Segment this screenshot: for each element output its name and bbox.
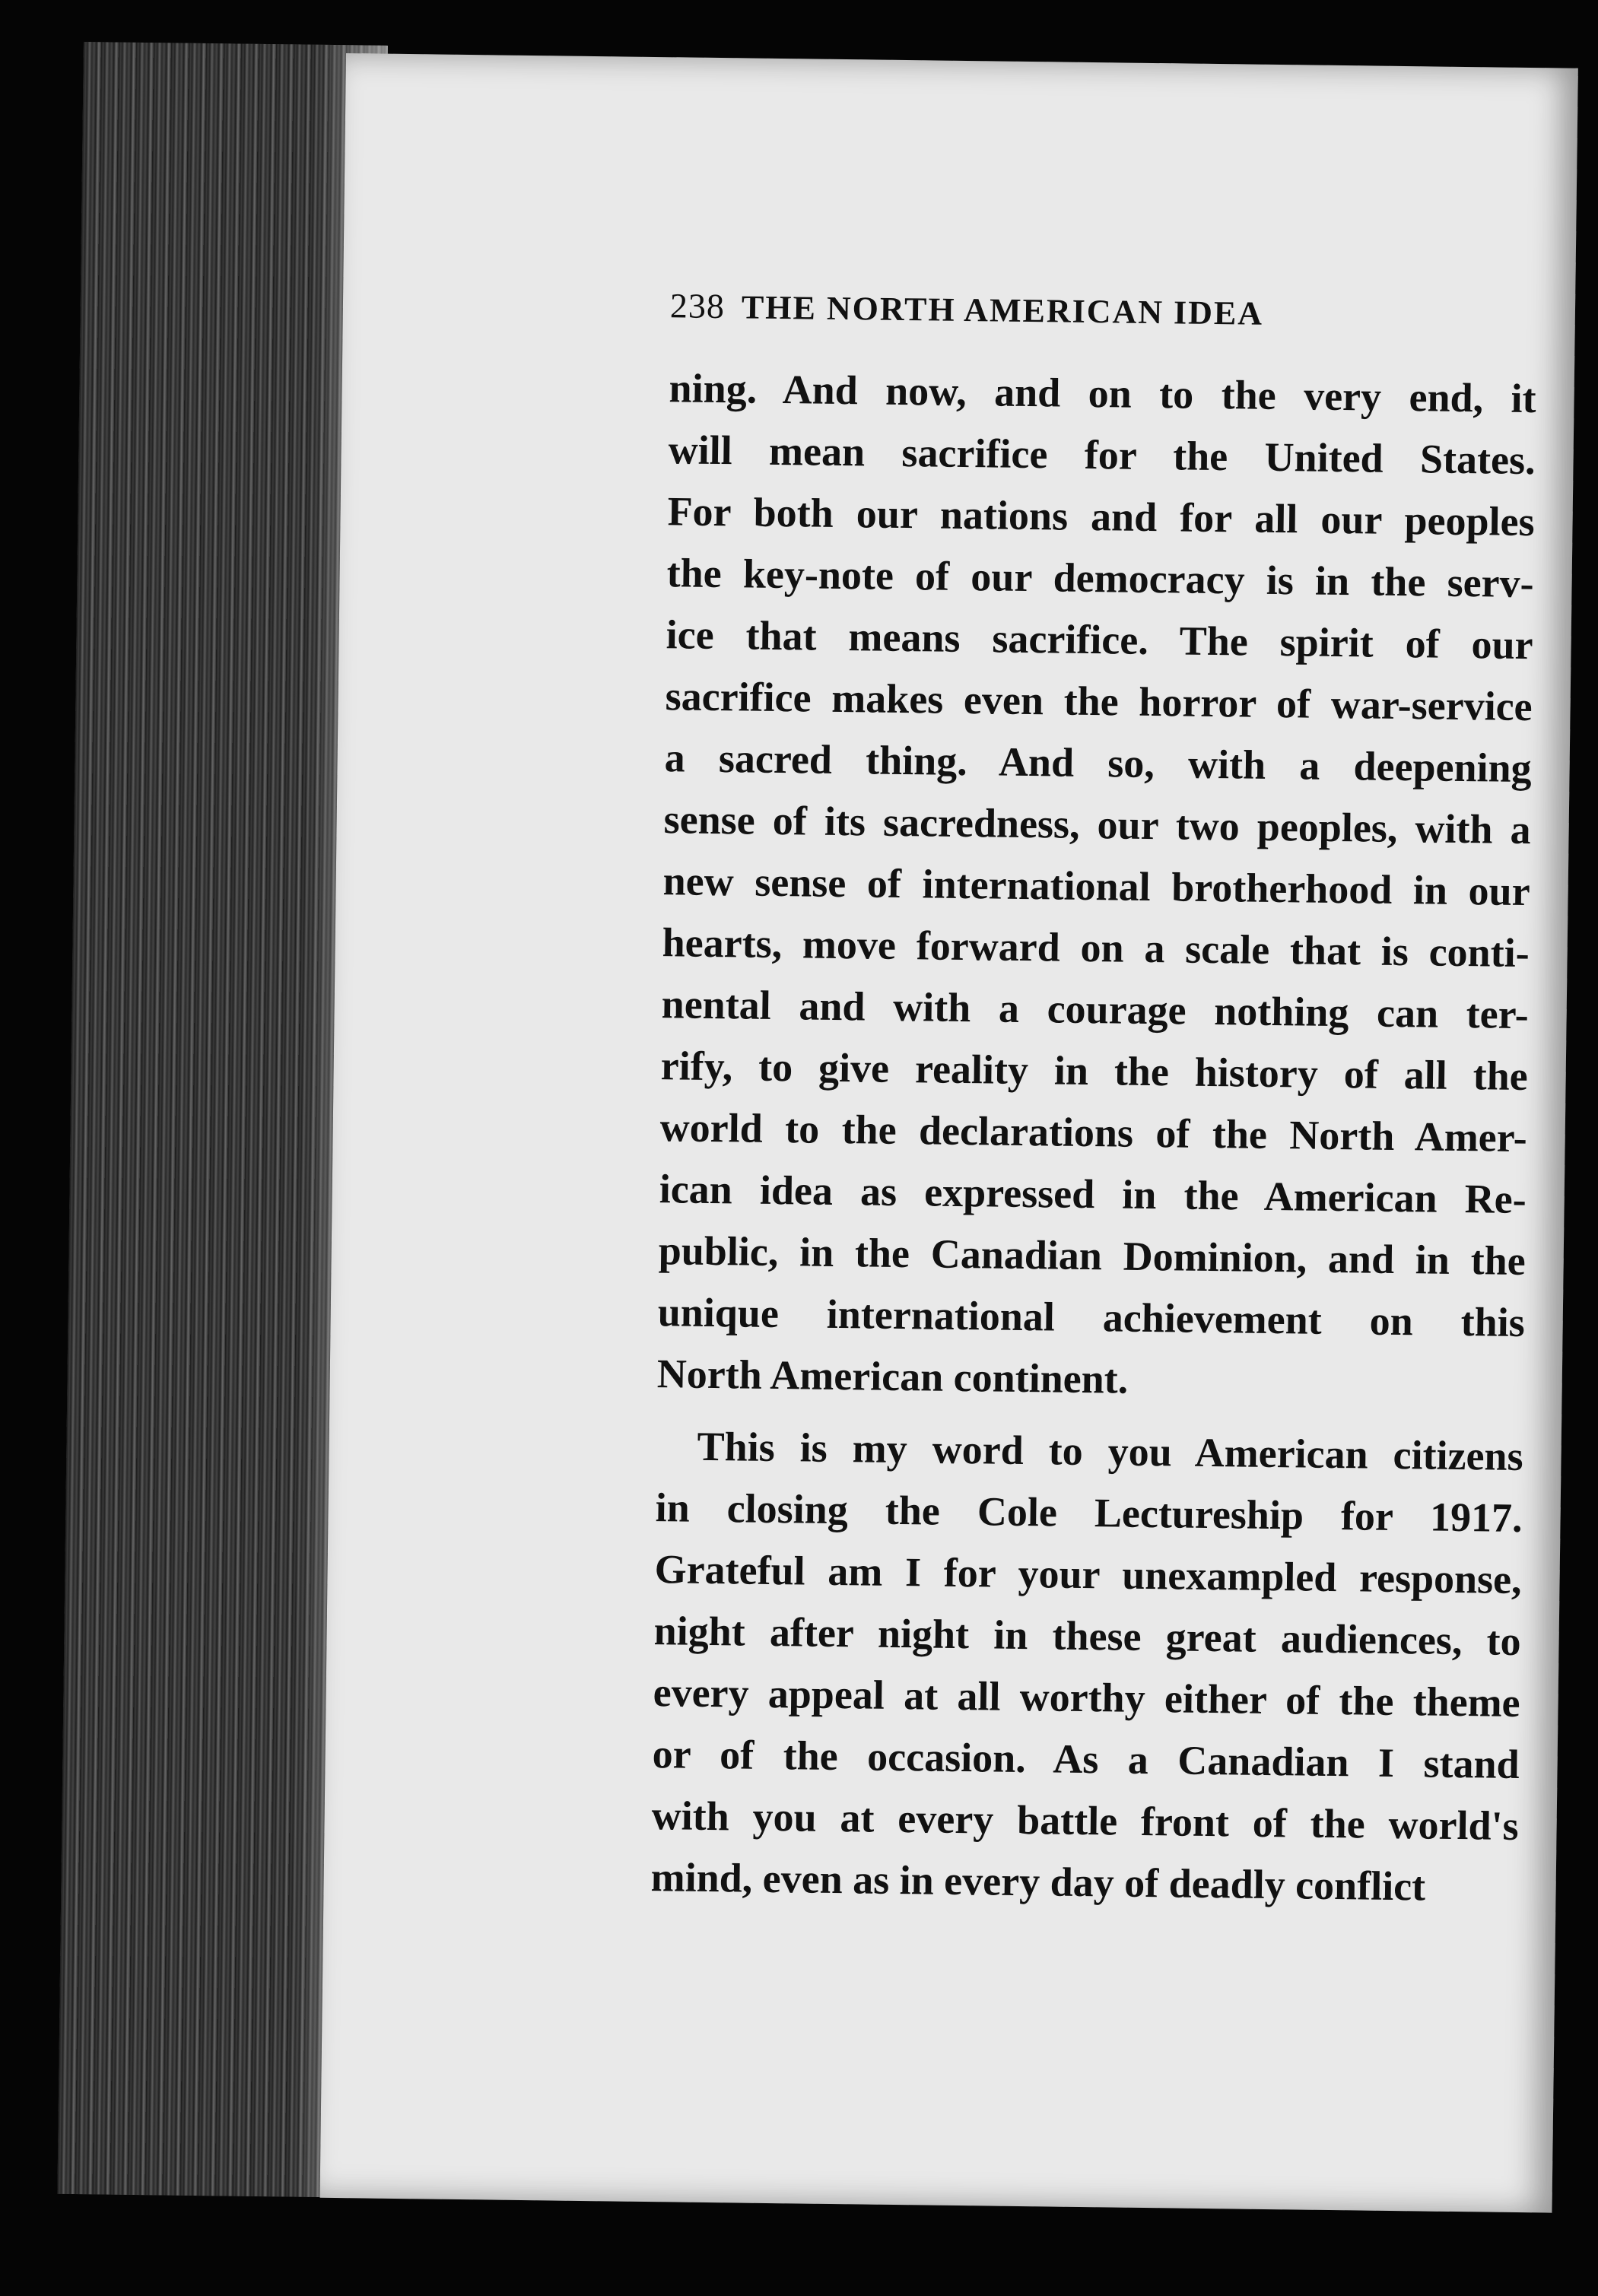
text-line: Grateful am I for your unexampled response,: [654, 1546, 1522, 1603]
text-line: ican idea as expressed in the American Re-: [659, 1166, 1527, 1223]
text-line: a sacred thing. And so, with a deepening: [664, 735, 1532, 792]
text-line: ice that means sacrifice. The spirit of our: [666, 611, 1533, 668]
text-line: or of the occasion. As a Canadian I stand: [652, 1731, 1520, 1788]
text-line: nental and with a courage nothing can ter-: [661, 981, 1530, 1038]
text-line: rify, to give reality in the history of all the: [660, 1043, 1529, 1100]
text-line: every appeal at all worthy either of the theme: [653, 1669, 1520, 1726]
page-number: 238: [669, 286, 726, 326]
text-line: For both our nations and for all our peoples: [667, 488, 1535, 545]
text-line: hearts, move forward on a scale that is conti-: [662, 919, 1530, 977]
text-line: North American continent.: [656, 1351, 1129, 1402]
text-line: with you at every battle front of the world's: [651, 1793, 1520, 1850]
text-line: sacrifice makes even the horror of war-service: [665, 673, 1533, 730]
running-head-title: THE NORTH AMERICAN IDEA: [741, 288, 1264, 332]
page-content: [650, 285, 1537, 1919]
text-line: sense of its sacredness, our two peoples, with a: [663, 796, 1532, 853]
text-line: the key-note of our democracy is in the serv-: [666, 550, 1534, 607]
text-line: will mean sacrifice for the United States.: [668, 427, 1536, 484]
text-line: in closing the Cole Lectureship for 1917.: [655, 1485, 1523, 1542]
text-line: public, in the Canadian Dominion, and in the: [658, 1227, 1527, 1285]
text-line: ning. And now, and on to the very end, it: [669, 365, 1536, 422]
text-line: unique international achievement on this: [657, 1289, 1526, 1346]
paragraph-1: [656, 357, 1536, 1415]
text-line: world to the declarations of the North Amer-: [659, 1104, 1528, 1161]
text-line: night after night in these great audiences, to: [653, 1608, 1521, 1665]
running-head: [670, 285, 1538, 336]
text-line: This is my word to you American citizens: [697, 1423, 1523, 1480]
book-page: [320, 53, 1578, 2213]
text-line: mind, even as in every day of deadly conflict: [650, 1854, 1426, 1910]
text-line: new sense of international brotherhood in our: [662, 858, 1531, 915]
paragraph-2: [650, 1415, 1523, 1919]
